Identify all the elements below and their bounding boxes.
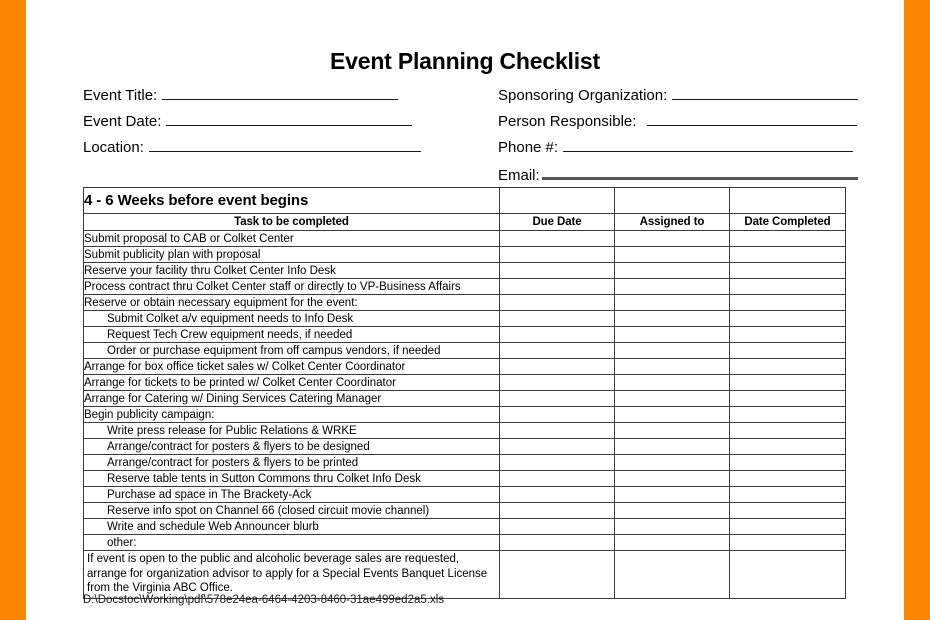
table-row bbox=[84, 279, 846, 295]
date-completed-cell[interactable] bbox=[730, 503, 846, 519]
date-completed-cell[interactable] bbox=[730, 247, 846, 263]
table-row bbox=[84, 439, 846, 455]
date-completed-cell[interactable] bbox=[730, 343, 846, 359]
due-date-cell[interactable] bbox=[500, 519, 615, 535]
due-date-cell[interactable] bbox=[500, 263, 615, 279]
due-date-cell[interactable] bbox=[500, 407, 615, 423]
assigned-to-cell[interactable] bbox=[615, 295, 730, 311]
column-header-assigned-to: Assigned to bbox=[615, 214, 730, 231]
task-cell: Arrange for tickets to be printed w/ Colket Center Coordinator bbox=[84, 375, 500, 391]
field-label: Person Responsible: bbox=[498, 113, 637, 130]
table-row bbox=[84, 391, 846, 407]
due-date-cell[interactable] bbox=[500, 311, 615, 327]
due-date-cell[interactable] bbox=[500, 327, 615, 343]
task-cell: Arrange for box office ticket sales w/ Colket Center Coordinator bbox=[84, 359, 500, 375]
field-label: Location: bbox=[83, 139, 144, 156]
task-cell: Write and schedule Web Announcer blurb bbox=[84, 519, 500, 535]
table-row bbox=[84, 263, 846, 279]
field-label: Email: bbox=[498, 167, 540, 184]
date-completed-cell[interactable] bbox=[730, 391, 846, 407]
assigned-to-cell[interactable] bbox=[615, 471, 730, 487]
date-completed-cell[interactable] bbox=[730, 311, 846, 327]
assigned-to-cell[interactable] bbox=[615, 503, 730, 519]
table-row bbox=[84, 247, 846, 263]
table-row bbox=[84, 359, 846, 375]
assigned-to-cell[interactable] bbox=[615, 391, 730, 407]
assigned-to-cell[interactable] bbox=[615, 327, 730, 343]
date-completed-cell[interactable] bbox=[730, 407, 846, 423]
date-completed-cell[interactable] bbox=[730, 487, 846, 503]
footer-file-path: D:\Docstoc\Working\pdf\578e24ea-6464-4203-8460-31ae499ed2a5.xls bbox=[83, 594, 445, 606]
table-row bbox=[84, 535, 846, 551]
column-header-task: Task to be completed bbox=[84, 214, 500, 231]
field-write-line[interactable] bbox=[563, 137, 853, 152]
task-cell: Order or purchase equipment from off campus vendors, if needed bbox=[84, 343, 500, 359]
table-row bbox=[84, 455, 846, 471]
task-cell: Arrange/contract for posters & flyers to be designed bbox=[84, 439, 500, 455]
due-date-cell[interactable] bbox=[500, 247, 615, 263]
task-cell: Submit publicity plan with proposal bbox=[84, 247, 500, 263]
due-date-cell[interactable] bbox=[500, 231, 615, 247]
task-cell: Purchase ad space in The Brackety-Ack bbox=[84, 487, 500, 503]
table-row bbox=[84, 295, 846, 311]
assigned-to-cell[interactable] bbox=[615, 343, 730, 359]
date-completed-cell[interactable] bbox=[730, 279, 846, 295]
field-sponsoring-organization[interactable] bbox=[498, 85, 858, 111]
task-cell: Reserve your facility thru Colket Center Info Desk bbox=[84, 263, 500, 279]
date-completed-cell[interactable] bbox=[730, 375, 846, 391]
assigned-to-cell[interactable] bbox=[615, 487, 730, 503]
table-row bbox=[84, 471, 846, 487]
section-blank-cell-due[interactable] bbox=[500, 188, 615, 214]
due-date-cell[interactable] bbox=[500, 455, 615, 471]
section-blank-cell-completed[interactable] bbox=[730, 188, 846, 214]
due-date-cell[interactable] bbox=[500, 487, 615, 503]
accent-bar-left bbox=[0, 0, 26, 620]
assigned-to-cell[interactable] bbox=[615, 535, 730, 551]
assigned-to-cell[interactable] bbox=[615, 247, 730, 263]
assigned-to-cell[interactable] bbox=[615, 423, 730, 439]
task-cell: Process contract thru Colket Center staff or directly to VP-Business Affairs bbox=[84, 279, 500, 295]
assigned-to-cell[interactable] bbox=[615, 311, 730, 327]
task-cell: Reserve info spot on Channel 66 (closed circuit movie channel) bbox=[84, 503, 500, 519]
section-heading-cell: 4 - 6 Weeks before event begins bbox=[84, 188, 500, 214]
date-completed-cell[interactable] bbox=[730, 327, 846, 343]
due-date-cell[interactable] bbox=[500, 471, 615, 487]
table-row bbox=[84, 423, 846, 439]
section-heading-row bbox=[84, 188, 846, 214]
field-write-line[interactable] bbox=[162, 85, 398, 100]
assigned-to-cell[interactable] bbox=[615, 359, 730, 375]
due-date-cell[interactable] bbox=[500, 359, 615, 375]
task-cell: Submit proposal to CAB or Colket Center bbox=[84, 231, 500, 247]
field-phone-number[interactable] bbox=[498, 137, 858, 163]
due-date-cell[interactable] bbox=[500, 375, 615, 391]
due-date-cell[interactable] bbox=[500, 295, 615, 311]
table-row bbox=[84, 519, 846, 535]
task-cell: If event is open to the public and alcoholic beverage sales are requested, arrange for organization advisor to apply for a Special Events Banquet License from the Virginia ABC Office. bbox=[84, 551, 500, 599]
due-date-cell[interactable] bbox=[500, 343, 615, 359]
task-cell: Begin publicity campaign: bbox=[84, 407, 500, 423]
assigned-to-cell[interactable] bbox=[615, 407, 730, 423]
field-location[interactable] bbox=[83, 137, 428, 163]
task-cell: Reserve table tents in Sutton Commons thru Colket Info Desk bbox=[84, 471, 500, 487]
field-write-line[interactable] bbox=[542, 163, 858, 180]
form-header-fields bbox=[83, 85, 885, 184]
checklist-table bbox=[83, 187, 846, 599]
field-write-line[interactable] bbox=[149, 137, 421, 152]
field-event-title[interactable] bbox=[83, 85, 428, 111]
field-email[interactable] bbox=[498, 163, 858, 189]
task-cell: Write press release for Public Relations & WRKE bbox=[84, 423, 500, 439]
table-row bbox=[84, 407, 846, 423]
task-cell: Arrange for Catering w/ Dining Services Catering Manager bbox=[84, 391, 500, 407]
task-cell: other: bbox=[84, 535, 500, 551]
table-row bbox=[84, 551, 846, 599]
date-completed-cell[interactable] bbox=[730, 519, 846, 535]
date-completed-cell[interactable] bbox=[730, 455, 846, 471]
table-row bbox=[84, 327, 846, 343]
assigned-to-cell[interactable] bbox=[615, 519, 730, 535]
field-write-line[interactable] bbox=[166, 111, 412, 126]
task-cell: Reserve or obtain necessary equipment for the event: bbox=[84, 295, 500, 311]
column-header-row bbox=[84, 214, 846, 231]
date-completed-cell[interactable] bbox=[730, 471, 846, 487]
field-write-line[interactable] bbox=[647, 111, 857, 126]
field-write-line[interactable] bbox=[672, 85, 858, 100]
due-date-cell[interactable] bbox=[500, 423, 615, 439]
table-row bbox=[84, 231, 846, 247]
field-label: Event Date: bbox=[83, 113, 162, 130]
table-row bbox=[84, 487, 846, 503]
date-completed-cell[interactable] bbox=[730, 231, 846, 247]
date-completed-cell[interactable] bbox=[730, 295, 846, 311]
task-cell: Submit Colket a/v equipment needs to Info Desk bbox=[84, 311, 500, 327]
table-row bbox=[84, 503, 846, 519]
document-sheet bbox=[26, 0, 904, 620]
date-completed-cell[interactable] bbox=[730, 551, 846, 599]
due-date-cell[interactable] bbox=[500, 535, 615, 551]
date-completed-cell[interactable] bbox=[730, 263, 846, 279]
assigned-to-cell[interactable] bbox=[615, 455, 730, 471]
date-completed-cell[interactable] bbox=[730, 535, 846, 551]
field-event-date[interactable] bbox=[83, 111, 428, 137]
accent-bar-right bbox=[904, 0, 930, 620]
field-label: Event Title: bbox=[83, 87, 158, 104]
date-completed-cell[interactable] bbox=[730, 423, 846, 439]
due-date-cell[interactable] bbox=[500, 503, 615, 519]
due-date-cell[interactable] bbox=[500, 439, 615, 455]
section-blank-cell-assigned[interactable] bbox=[615, 188, 730, 214]
assigned-to-cell[interactable] bbox=[615, 279, 730, 295]
assigned-to-cell[interactable] bbox=[615, 263, 730, 279]
column-header-due-date: Due Date bbox=[500, 214, 615, 231]
task-cell: Arrange/contract for posters & flyers to be printed bbox=[84, 455, 500, 471]
assigned-to-cell[interactable] bbox=[615, 439, 730, 455]
checklist-table-wrapper bbox=[83, 187, 845, 599]
due-date-cell[interactable] bbox=[500, 391, 615, 407]
assigned-to-cell[interactable] bbox=[615, 375, 730, 391]
form-column-right bbox=[498, 85, 858, 189]
assigned-to-cell[interactable] bbox=[615, 551, 730, 599]
field-label: Phone #: bbox=[498, 139, 559, 156]
date-completed-cell[interactable] bbox=[730, 439, 846, 455]
page-title: Event Planning Checklist bbox=[330, 48, 600, 74]
field-label: Sponsoring Organization: bbox=[498, 87, 668, 104]
assigned-to-cell[interactable] bbox=[615, 231, 730, 247]
task-cell: Request Tech Crew equipment needs, if needed bbox=[84, 327, 500, 343]
form-column-left bbox=[83, 85, 428, 163]
table-row bbox=[84, 311, 846, 327]
table-row bbox=[84, 375, 846, 391]
field-person-responsible[interactable] bbox=[498, 111, 858, 137]
table-row bbox=[84, 343, 846, 359]
due-date-cell[interactable] bbox=[500, 279, 615, 295]
column-header-date-completed: Date Completed bbox=[730, 214, 846, 231]
due-date-cell[interactable] bbox=[500, 551, 615, 599]
date-completed-cell[interactable] bbox=[730, 359, 846, 375]
